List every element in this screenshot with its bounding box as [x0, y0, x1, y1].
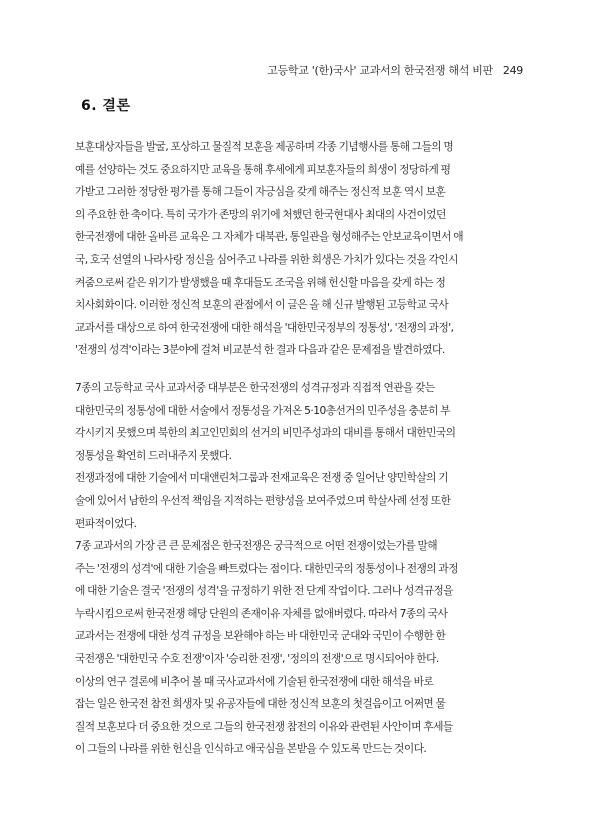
text-line: 편파적이었다. — [75, 516, 137, 530]
paragraph — [75, 671, 521, 761]
text-line: 질적 보훈보다 더 중요한 것으로 그들의 한국전쟁 참전의 이유와 관련된 사안이며 후세들 — [75, 719, 453, 733]
text-line: 국전쟁은 '대한민국 수호 전쟁'이자 '승리한 전쟁', '정의의 전쟁'으로 명시되어야 한다. — [75, 652, 439, 666]
text-line: 의 주요한 한 축이다. 특히 국가가 존망의 위기에 처했던 한국현대사 최대의 사건이었던 — [75, 207, 446, 221]
text-line: 7종 교과서의 가장 큰 큰 문제점은 한국전쟁은 궁극적으로 어떤 전쟁이었는가를 말해 — [75, 539, 438, 553]
text-line: 한국전쟁에 대한 올바른 교육은 그 자체가 대북관, 통일관을 형성해주는 안보교육이면서 애 — [75, 230, 463, 244]
text-line: 이 그들의 나라를 위한 헌신을 인식하고 애국심을 본받을 수 있도록 만드는 것이다. — [75, 742, 427, 756]
paragraph — [75, 467, 521, 535]
paragraph-gap — [75, 362, 521, 377]
paragraph — [75, 535, 521, 671]
text-line: 보훈대상자들을 발굴, 포상하고 물질적 보훈을 제공하며 각종 기념행사를 통해 그들의 명 — [75, 140, 454, 153]
text-line: 각시키지 못했으며 북한의 최고인민회의 선거의 비민주성과의 대비를 통해서 대한민국의 — [75, 426, 456, 440]
text-line: 전쟁과정에 대한 기술에서 미대앤린처그룹과 전재교육은 전쟁 중 일어난 양민학살의 기 — [75, 471, 448, 485]
text-line: 교과서를 대상으로 하여 한국전쟁에 대한 해석을 '대한민국정부의 정통성', '전쟁의 과정', — [75, 320, 454, 334]
text-line: 켜줌으로써 같은 위기가 발생했을 때 후대들도 조국을 위해 헌신할 마음을 갖게 하는 정 — [75, 275, 446, 289]
text-line: 대한민국의 정통성에 대한 서술에서 정통성을 가져온 5·10총선거의 민주성을 충분히 부 — [75, 403, 451, 417]
text-line: 에 대한 기술은 결국 '전쟁의 성격'을 규정하기 위한 전 단계 작업이다. 그러나 성격규정을 — [75, 584, 453, 598]
text-line: 술에 있어서 남한의 우선적 책임을 지적하는 편향성을 보여주었으며 학살사례 선정 또한 — [75, 493, 451, 507]
running-title: 고등학교 '(한)국사' 교과서의 한국전쟁 해석 비판 — [267, 64, 493, 77]
text-line: 이상의 연구 결론에 비추어 볼 때 국사교과서에 기술된 한국전쟁에 대한 해석을 바로 — [75, 674, 434, 688]
body-text — [75, 136, 521, 761]
paragraph — [75, 377, 521, 467]
section-title: 6. 결론 — [81, 98, 131, 114]
text-line: '전쟁의 성격'이라는 3분야에 걸쳐 비교분석 한 결과 다음과 같은 문제점을 발견하였다. — [75, 343, 445, 357]
text-line: 치사회화이다. 이러한 정신적 보훈의 관점에서 이 글은 올 해 신규 발행된 고등학교 국사 — [75, 298, 449, 312]
text-line: 가받고 그러한 정당한 평가를 통해 그들이 자긍심을 갖게 해주는 정신적 보훈 역시 보훈 — [75, 185, 446, 199]
page-number: 249 — [502, 64, 523, 77]
text-line: 교과서는 전쟁에 대한 성격 규정을 보완해야 하는 바 대한민국 군대와 국민이 수행한 한 — [75, 629, 446, 643]
text-line: 국, 호국 선열의 나라사랑 정신을 심어주고 나라를 위한 희생은 가치가 있다는 것을 각인시 — [75, 252, 458, 266]
running-header — [75, 62, 523, 78]
text-line: 잡는 일은 한국전 참전 희생자 및 유공자들에 대한 정신적 보훈의 첫걸음이고 어쩌면 물 — [75, 697, 446, 711]
paragraph — [75, 136, 521, 362]
text-line: 정통성을 확연히 드러내주지 못했다. — [75, 448, 232, 462]
text-line: 예를 선양하는 것도 중요하지만 교육을 통해 후세에게 피보훈자들의 희생이 정당하게 평 — [75, 162, 451, 176]
text-line: 누락시킴으로써 한국전쟁 해당 단원의 존재이유 자체를 없애버렸다. 따라서 7종의 국사 — [75, 606, 448, 620]
text-line: 7종의 고등학교 국사 교과서중 대부분은 한국전쟁의 성격규정과 직접적 연관을 갖는 — [75, 380, 435, 394]
text-line: 주는 '전쟁의 성격'에 대한 기술을 빠트렸다는 점이다. 대한민국의 정통성이나 전쟁의 과정 — [75, 561, 458, 575]
